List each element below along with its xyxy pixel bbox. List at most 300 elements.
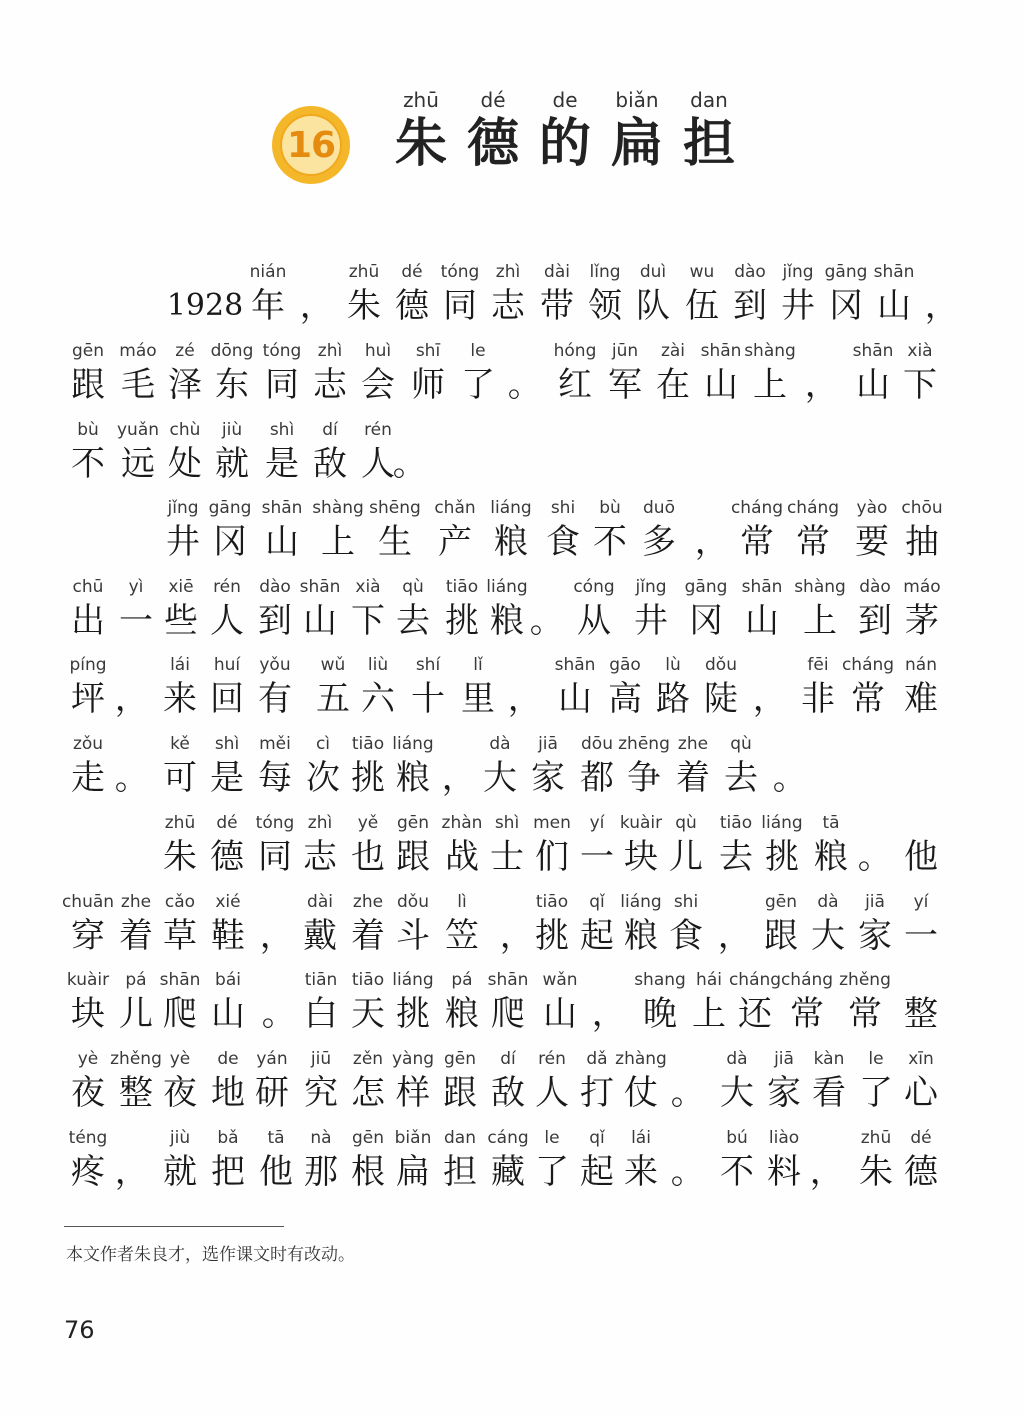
- hanzi-char: 1928: [166, 288, 244, 323]
- punctuation: ，: [441, 758, 476, 798]
- hanzi-char: 挑: [396, 994, 430, 1034]
- hanzi-char: 粮: [494, 522, 528, 562]
- pinyin: gēn: [396, 813, 430, 833]
- pinyin: shān: [299, 577, 341, 597]
- pinyin: shēng: [369, 498, 421, 518]
- hanzi-char: 坪: [71, 679, 105, 719]
- pinyin: zhěng: [110, 1049, 162, 1069]
- pinyin: duì: [639, 262, 667, 282]
- pinyin: cì: [315, 734, 331, 754]
- text-line: [0, 813, 1024, 891]
- hanzi-char: 山: [745, 601, 779, 641]
- pinyin: duō: [643, 498, 675, 518]
- pinyin: dōng: [210, 341, 254, 361]
- hanzi-char: 到: [858, 601, 892, 641]
- hanzi-char: 师: [411, 365, 445, 405]
- hanzi-char: 可: [163, 758, 197, 798]
- hanzi-char: 常: [851, 679, 885, 719]
- pinyin: yě: [357, 813, 379, 833]
- hanzi-char: 常: [740, 522, 774, 562]
- hanzi-char: 白: [304, 994, 338, 1034]
- hanzi-char: 着: [119, 916, 153, 956]
- pinyin: zhe: [677, 734, 709, 754]
- hanzi-char: 家: [767, 1073, 801, 1113]
- hanzi-char: 队: [636, 286, 670, 326]
- pinyin: le: [544, 1128, 560, 1148]
- hanzi-char: 着: [676, 758, 710, 798]
- hanzi-char: 一: [580, 837, 614, 877]
- title-pinyin: biǎn: [615, 88, 659, 112]
- hanzi-char: 粮: [814, 837, 848, 877]
- pinyin: jiù: [169, 1128, 191, 1148]
- pinyin: shang: [634, 970, 686, 990]
- pinyin: tiāo: [351, 734, 385, 754]
- hanzi-char: 们: [535, 837, 569, 877]
- pinyin: de: [217, 1049, 239, 1069]
- pinyin: zhì: [495, 262, 521, 282]
- pinyin: jiā: [865, 892, 885, 912]
- hanzi-char: 德: [395, 286, 429, 326]
- hanzi-char: 军: [608, 365, 642, 405]
- hanzi-char: 夜: [71, 1073, 105, 1113]
- pinyin: tiān: [304, 970, 338, 990]
- pinyin: jǐng: [782, 262, 814, 282]
- hanzi-char: 敌: [313, 444, 347, 484]
- punctuation: 。: [670, 1073, 705, 1113]
- pinyin: dé: [910, 1128, 932, 1148]
- hanzi-char: 回: [210, 679, 244, 719]
- hanzi-char: 带: [540, 286, 574, 326]
- pinyin: zhàn: [441, 813, 483, 833]
- pinyin: bú: [726, 1128, 748, 1148]
- pinyin: qǐ: [589, 1128, 605, 1148]
- pinyin: lǐng: [589, 262, 621, 282]
- hanzi-char: 泽: [168, 365, 202, 405]
- hanzi-char: 挑: [351, 758, 385, 798]
- pinyin: yè: [169, 1049, 191, 1069]
- hanzi-char: 料: [767, 1152, 801, 1192]
- pinyin: lái: [170, 655, 190, 675]
- hanzi-char: 六: [361, 679, 395, 719]
- pinyin: zhū: [164, 813, 196, 833]
- pinyin: tiāo: [445, 577, 479, 597]
- hanzi-char: 去: [724, 758, 758, 798]
- pinyin: gāng: [824, 262, 868, 282]
- pinyin: zhàng: [615, 1049, 667, 1069]
- pinyin: gēn: [443, 1049, 477, 1069]
- hanzi-char: 儿: [119, 994, 153, 1034]
- hanzi-char: 人: [535, 1073, 569, 1113]
- punctuation: ，: [804, 365, 839, 405]
- hanzi-char: 路: [656, 679, 690, 719]
- pinyin: jiā: [774, 1049, 794, 1069]
- hanzi-char: 人: [210, 601, 244, 641]
- pinyin: dí: [500, 1049, 516, 1069]
- hanzi-char: 多: [642, 522, 676, 562]
- pinyin: liù: [367, 655, 389, 675]
- punctuation: ，: [752, 679, 787, 719]
- hanzi-char: 年: [251, 286, 285, 326]
- hanzi-char: 非: [801, 679, 835, 719]
- punctuation: ，: [694, 522, 729, 562]
- hanzi-char: 上: [753, 365, 787, 405]
- hanzi-char: 究: [304, 1073, 338, 1113]
- pinyin: biǎn: [394, 1128, 432, 1148]
- hanzi-char: 粮: [624, 916, 658, 956]
- pinyin: shān: [873, 262, 915, 282]
- hanzi-char: 一: [904, 916, 938, 956]
- pinyin: jǐng: [167, 498, 199, 518]
- hanzi-char: 士: [490, 837, 524, 877]
- pinyin: rén: [213, 577, 241, 597]
- hanzi-char: 起: [580, 1152, 614, 1192]
- pinyin: kàn: [813, 1049, 845, 1069]
- hanzi-char: 抽: [905, 522, 939, 562]
- text-line: [0, 892, 1024, 970]
- pinyin: gāng: [208, 498, 252, 518]
- title-char: 的: [538, 113, 591, 174]
- hanzi-char: 山: [704, 365, 738, 405]
- pinyin: zǒu: [72, 734, 104, 754]
- hanzi-char: 朱: [163, 837, 197, 877]
- title-char: 朱: [394, 113, 447, 174]
- hanzi-char: 是: [265, 444, 299, 484]
- hanzi-char: 粮: [490, 601, 524, 641]
- hanzi-char: 井: [781, 286, 815, 326]
- pinyin: qù: [730, 734, 752, 754]
- pinyin: píng: [69, 655, 107, 675]
- hanzi-char: 志: [491, 286, 525, 326]
- hanzi-char: 把: [211, 1152, 245, 1192]
- pinyin: shān: [852, 341, 894, 361]
- hanzi-char: 每: [258, 758, 292, 798]
- pinyin: pá: [125, 970, 147, 990]
- pinyin: zài: [660, 341, 686, 361]
- pinyin: lì: [457, 892, 467, 912]
- pinyin: liáng: [392, 970, 434, 990]
- hanzi-char: 十: [411, 679, 445, 719]
- pinyin: dé: [401, 262, 423, 282]
- pinyin: yì: [128, 577, 144, 597]
- pinyin: hóng: [553, 341, 597, 361]
- hanzi-char: 茅: [905, 601, 939, 641]
- pinyin: cháng: [730, 498, 784, 518]
- hanzi-char: 五: [316, 679, 350, 719]
- pinyin: huì: [364, 341, 392, 361]
- pinyin: shi: [673, 892, 699, 912]
- hanzi-char: 鞋: [211, 916, 245, 956]
- hanzi-char: 红: [558, 365, 592, 405]
- pinyin: zhēng: [618, 734, 670, 754]
- hanzi-char: 高: [608, 679, 642, 719]
- pinyin: yàng: [391, 1049, 435, 1069]
- pinyin: shì: [269, 420, 295, 440]
- pinyin: shān: [487, 970, 529, 990]
- hanzi-char: 井: [166, 522, 200, 562]
- punctuation: ，: [114, 679, 149, 719]
- lesson-number-badge: [272, 106, 350, 184]
- pinyin: chǎn: [434, 498, 476, 518]
- pinyin: dài: [544, 262, 570, 282]
- hanzi-char: 一: [119, 601, 153, 641]
- pinyin: shān: [554, 655, 596, 675]
- pinyin: kuàir: [66, 970, 110, 990]
- pinyin: nián: [249, 262, 287, 282]
- punctuation: ，: [259, 916, 294, 956]
- pinyin: zé: [175, 341, 195, 361]
- pinyin: qǐ: [589, 892, 605, 912]
- lesson-number-circle: [280, 114, 342, 176]
- text-line: [0, 1049, 1024, 1127]
- hanzi-char: 挑: [765, 837, 799, 877]
- pinyin: qù: [402, 577, 424, 597]
- pinyin: jūn: [611, 341, 639, 361]
- punctuation: 。: [507, 365, 542, 405]
- hanzi-char: 粮: [396, 758, 430, 798]
- hanzi-char: 战: [445, 837, 479, 877]
- pinyin: liáng: [490, 498, 532, 518]
- hanzi-char: 了: [859, 1073, 893, 1113]
- hanzi-char: 也: [351, 837, 385, 877]
- pinyin: shàng: [794, 577, 846, 597]
- pinyin: dí: [322, 420, 338, 440]
- pinyin: xià: [907, 341, 933, 361]
- hanzi-char: 山: [856, 365, 890, 405]
- pinyin: chuān: [61, 892, 115, 912]
- pinyin: xià: [355, 577, 381, 597]
- pinyin: hái: [696, 970, 722, 990]
- punctuation: ，: [717, 916, 752, 956]
- pinyin: pá: [451, 970, 473, 990]
- hanzi-char: 走: [71, 758, 105, 798]
- title-char: 担: [682, 113, 735, 174]
- footnote: 本文作者朱良才，选作课文时有改动。: [66, 1245, 355, 1265]
- hanzi-char: 粮: [445, 994, 479, 1034]
- hanzi-char: 要: [855, 522, 889, 562]
- pinyin: le: [868, 1049, 884, 1069]
- hanzi-char: 争: [627, 758, 661, 798]
- title-char-cell: [457, 84, 529, 172]
- pinyin: cháng: [780, 970, 834, 990]
- pinyin: shì: [494, 813, 520, 833]
- pinyin: cáng: [487, 1128, 529, 1148]
- hanzi-char: 儿: [669, 837, 703, 877]
- hanzi-char: 里: [461, 679, 495, 719]
- punctuation: 。: [114, 758, 149, 798]
- pinyin: xiē: [168, 577, 194, 597]
- pinyin: shi: [550, 498, 576, 518]
- pinyin: wǎn: [542, 970, 578, 990]
- pinyin: yuǎn: [116, 420, 160, 440]
- pinyin: men: [533, 813, 571, 833]
- pinyin: qù: [675, 813, 697, 833]
- hanzi-char: 穿: [71, 916, 105, 956]
- hanzi-char: 到: [733, 286, 767, 326]
- hanzi-char: 了: [535, 1152, 569, 1192]
- hanzi-char: 远: [121, 444, 155, 484]
- pinyin: liào: [768, 1128, 800, 1148]
- hanzi-char: 挑: [445, 601, 479, 641]
- hanzi-char: 常: [790, 994, 824, 1034]
- hanzi-char: 伍: [685, 286, 719, 326]
- pinyin: shān: [700, 341, 742, 361]
- hanzi-char: 朱: [859, 1152, 893, 1192]
- pinyin: zhì: [307, 813, 333, 833]
- pinyin: jiā: [538, 734, 558, 754]
- text-line: [0, 1128, 1024, 1206]
- title-pinyin: dé: [480, 88, 506, 112]
- hanzi-char: 敌: [491, 1073, 525, 1113]
- text-line: [0, 655, 1024, 733]
- title-pinyin: zhū: [403, 88, 439, 112]
- hanzi-char: 大: [811, 916, 845, 956]
- hanzi-char: 还: [738, 994, 772, 1034]
- hanzi-char: 去: [719, 837, 753, 877]
- pinyin: bù: [77, 420, 99, 440]
- hanzi-char: 山: [877, 286, 911, 326]
- punctuation: 。: [529, 601, 564, 641]
- pinyin: xié: [215, 892, 241, 912]
- lesson-title: [385, 84, 745, 172]
- hanzi-char: 天: [351, 994, 385, 1034]
- punctuation: 。: [261, 994, 296, 1034]
- punctuation: 。: [670, 1152, 705, 1192]
- title-char-cell: [529, 84, 601, 172]
- hanzi-char: 去: [396, 601, 430, 641]
- pinyin: tā: [822, 813, 840, 833]
- pinyin: liáng: [761, 813, 803, 833]
- hanzi-char: 那: [304, 1152, 338, 1192]
- pinyin: chù: [169, 420, 201, 440]
- hanzi-char: 志: [303, 837, 337, 877]
- hanzi-char: 些: [164, 601, 198, 641]
- title-char-cell: [601, 84, 673, 172]
- text-line: [0, 420, 1024, 498]
- hanzi-char: 研: [255, 1073, 289, 1113]
- pinyin: chōu: [901, 498, 943, 518]
- pinyin: měi: [259, 734, 291, 754]
- pinyin: huí: [213, 655, 241, 675]
- pinyin: máo: [903, 577, 941, 597]
- pinyin: tiāo: [351, 970, 385, 990]
- pinyin: dài: [307, 892, 333, 912]
- hanzi-char: 到: [258, 601, 292, 641]
- pinyin: shān: [159, 970, 201, 990]
- text-line: [0, 341, 1024, 419]
- pinyin: rén: [538, 1049, 566, 1069]
- pinyin: shān: [261, 498, 303, 518]
- hanzi-char: 根: [351, 1152, 385, 1192]
- hanzi-char: 朱: [347, 286, 381, 326]
- hanzi-char: 同: [265, 365, 299, 405]
- hanzi-char: 下: [903, 365, 937, 405]
- pinyin: dào: [259, 577, 291, 597]
- pinyin: dé: [216, 813, 238, 833]
- pinyin: tā: [267, 1128, 285, 1148]
- hanzi-char: 家: [531, 758, 565, 798]
- pinyin: gēn: [351, 1128, 385, 1148]
- pinyin: tóng: [440, 262, 480, 282]
- text-line: [0, 734, 1024, 812]
- title-char-cell: [385, 84, 457, 172]
- hanzi-char: 同: [443, 286, 477, 326]
- hanzi-char: 仗: [624, 1073, 658, 1113]
- pinyin: zhe: [120, 892, 152, 912]
- hanzi-char: 了: [461, 365, 495, 405]
- hanzi-char: 德: [904, 1152, 938, 1192]
- pinyin: lái: [631, 1128, 651, 1148]
- hanzi-char: 来: [624, 1152, 658, 1192]
- pinyin: dà: [726, 1049, 748, 1069]
- hanzi-char: 次: [306, 758, 340, 798]
- footnote-divider: [64, 1226, 284, 1227]
- pinyin: tiāo: [719, 813, 753, 833]
- hanzi-char: 斗: [396, 916, 430, 956]
- hanzi-char: 爬: [491, 994, 525, 1034]
- hanzi-char: 跟: [764, 916, 798, 956]
- pinyin: wǔ: [320, 655, 346, 675]
- pinyin: nán: [905, 655, 937, 675]
- hanzi-char: 产: [438, 522, 472, 562]
- pinyin: lù: [665, 655, 681, 675]
- punctuation: 。: [857, 837, 892, 877]
- pinyin: tóng: [262, 341, 302, 361]
- hanzi-char: 常: [848, 994, 882, 1034]
- hanzi-char: 都: [580, 758, 614, 798]
- pinyin: tóng: [255, 813, 295, 833]
- hanzi-char: 冈: [829, 286, 863, 326]
- pinyin: zhěng: [839, 970, 891, 990]
- pinyin: zěn: [352, 1049, 384, 1069]
- pinyin: xīn: [908, 1049, 934, 1069]
- hanzi-char: 藏: [491, 1152, 525, 1192]
- pinyin: bǎ: [217, 1128, 239, 1148]
- hanzi-char: 夜: [163, 1073, 197, 1113]
- hanzi-char: 来: [163, 679, 197, 719]
- hanzi-char: 井: [634, 601, 668, 641]
- hanzi-char: 整: [119, 1073, 153, 1113]
- hanzi-char: 块: [624, 837, 658, 877]
- hanzi-char: 他: [904, 837, 938, 877]
- pinyin: dǎ: [586, 1049, 608, 1069]
- pinyin: cǎo: [164, 892, 196, 912]
- pinyin: dan: [444, 1128, 476, 1148]
- pinyin: yí: [913, 892, 929, 912]
- hanzi-char: 处: [168, 444, 202, 484]
- hanzi-char: 冈: [213, 522, 247, 562]
- hanzi-char: 不: [593, 522, 627, 562]
- hanzi-char: 下: [351, 601, 385, 641]
- pinyin: yǒu: [259, 655, 291, 675]
- pinyin: rén: [364, 420, 392, 440]
- pinyin: liáng: [392, 734, 434, 754]
- pinyin: zhū: [348, 262, 380, 282]
- hanzi-char: 同: [258, 837, 292, 877]
- pinyin: gāng: [684, 577, 728, 597]
- pinyin: dà: [817, 892, 839, 912]
- pinyin: wu: [689, 262, 715, 282]
- hanzi-char: 会: [361, 365, 395, 405]
- hanzi-char: 山: [303, 601, 337, 641]
- pinyin: téng: [68, 1128, 108, 1148]
- hanzi-char: 有: [258, 679, 292, 719]
- pinyin: shī: [415, 341, 441, 361]
- hanzi-char: 打: [580, 1073, 614, 1113]
- pinyin: shì: [214, 734, 240, 754]
- hanzi-char: 怎: [351, 1073, 385, 1113]
- hanzi-char: 大: [720, 1073, 754, 1113]
- title-char: 扁: [610, 113, 663, 174]
